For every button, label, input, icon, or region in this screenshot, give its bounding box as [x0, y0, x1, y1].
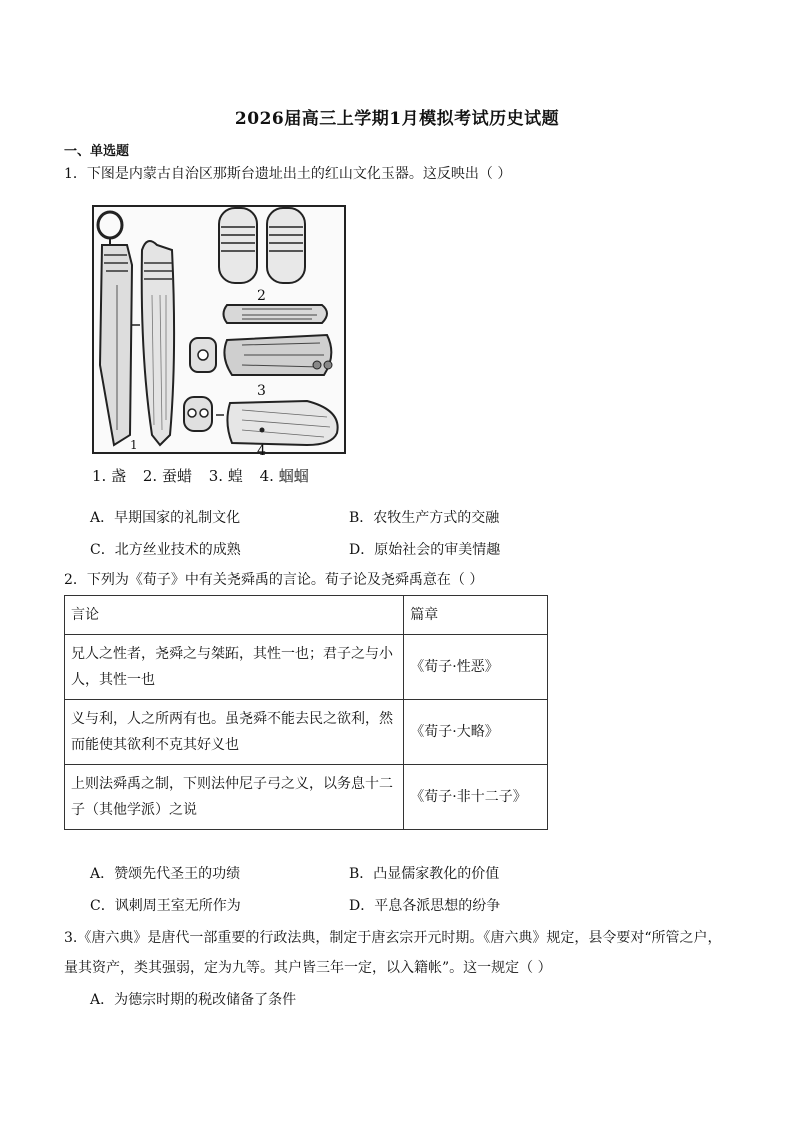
q2-option-c[interactable]: C．讽刺周王室无所作为: [90, 898, 241, 914]
table-row: [65, 765, 548, 830]
table-row: [65, 635, 548, 700]
figure-label-2: 2: [257, 288, 266, 304]
quote-cell: 上则法舜禹之制，下则法仲尼子弓之义，以务息十二 子（其他学派）之说: [65, 765, 404, 830]
question-3-stem-line-1: 3.《唐六典》是唐代一部重要的行政法典，制定于唐玄宗开元时期。《唐六典》规定，县令要对“所管之户，: [64, 930, 722, 946]
table-header-row: [65, 596, 548, 635]
caption-item: 2. 蚕蜡: [142, 467, 192, 485]
figure-caption: [92, 465, 362, 486]
q2-option-d[interactable]: D．平息各派思想的纷争: [349, 898, 501, 914]
figure-label-4: 4: [257, 443, 266, 455]
header-quote: 言论: [65, 596, 404, 635]
q1-option-b[interactable]: B．农牧生产方式的交融: [349, 510, 500, 526]
figure-label-1: 1: [130, 438, 138, 452]
caption-item: 4. 蝈蝈: [259, 467, 309, 485]
q1-option-d[interactable]: D．原始社会的审美情趣: [349, 542, 501, 558]
caption-item: 3. 蝗: [208, 467, 243, 485]
q1-option-c[interactable]: C．北方丝业技术的成熟: [90, 542, 241, 558]
question-2-stem: 2．下列为《荀子》中有关尧舜禹的言论。荀子论及尧舜禹意在（ ）: [64, 572, 484, 588]
figure-label-3: 3: [257, 383, 266, 399]
quote-cell: 兄人之性者，尧舜之与桀跖，其性一也；君子之与小 人，其性一也: [65, 635, 404, 700]
question-1-stem: 1．下图是内蒙古自治区那斯台遗址出土的红山文化玉器。这反映出（ ）: [64, 166, 512, 182]
question-3-stem-line-2: 量其资产，类其强弱，定为九等。其户皆三年一定，以入籍帐”。这一规定（ ）: [64, 960, 552, 976]
caption-item: 1. 盏: [92, 467, 127, 485]
jade-artifacts-figure: [92, 205, 347, 455]
quote-cell: 义与利，人之所两有也。虽尧舜不能去民之欲利，然 而能使其欲利不克其好义也: [65, 700, 404, 765]
chapter-cell: 《荀子·非十二子》: [404, 765, 548, 830]
chapter-cell: 《荀子·性恶》: [404, 635, 548, 700]
quote-table: [64, 595, 548, 830]
section-heading: 一、单选题: [64, 144, 130, 159]
table-row: [65, 700, 548, 765]
exam-title: 2026届高三上学期1月模拟考试历史试题: [234, 109, 560, 129]
q1-option-a[interactable]: A．早期国家的礼制文化: [90, 510, 241, 526]
q2-option-b[interactable]: B．凸显儒家教化的价值: [349, 866, 500, 882]
chapter-cell: 《荀子·大略》: [404, 700, 548, 765]
q3-option-a[interactable]: A．为德宗时期的税改储备了条件: [90, 992, 297, 1008]
header-chapter: 篇章: [404, 596, 548, 635]
q2-option-a[interactable]: A．赞颂先代圣王的功绩: [90, 866, 241, 882]
